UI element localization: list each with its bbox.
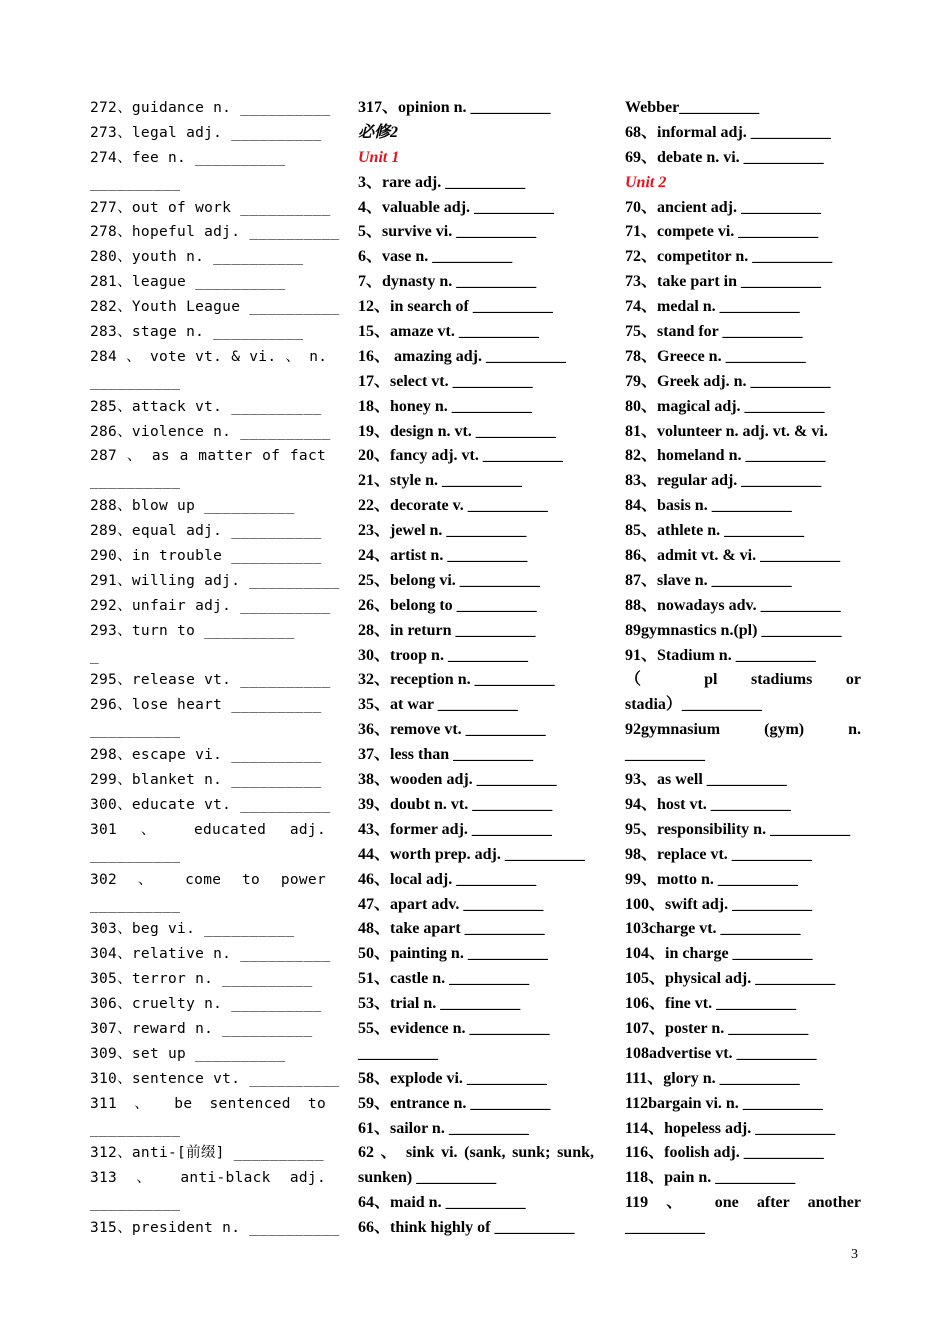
vocab-line: 51、castle n. __________ [358, 970, 530, 988]
vocab-line: 108advertise vt. __________ [625, 1044, 817, 1062]
vocab-line: 105、physical adj. __________ [625, 970, 836, 988]
vocab-line: 281、league __________ [90, 274, 286, 291]
vocab-line: 305、terror n. __________ [90, 971, 313, 988]
vocab-line: 106、fine vt. __________ [625, 995, 797, 1013]
vocab-line: 295、release vt. __________ [90, 672, 331, 689]
vocab-line: 58、explode vi. __________ [358, 1069, 547, 1087]
vocab-line: 313 、 anti-black adj. [90, 1170, 326, 1187]
vocab-line: __________ [625, 1219, 705, 1237]
vocab-line: 272、guidance n. __________ [90, 100, 331, 116]
vocab-line: 25、belong vi. __________ [358, 571, 540, 589]
vocab-line: 15、amaze vt. __________ [358, 323, 539, 341]
vocab-line: 98、replace vt. __________ [625, 845, 812, 863]
vocab-line: 53、trial n. __________ [358, 995, 521, 1013]
vocab-line: 302 、 come to power [90, 871, 326, 888]
vocab-line: 16、 amazing adj. __________ [358, 347, 567, 365]
vocab-line: 107、poster n. __________ [625, 1019, 809, 1037]
vocab-line: 283、stage n. __________ [90, 324, 304, 341]
vocab-line: 298、escape vi. __________ [90, 747, 322, 764]
vocab-line: 71、compete vi. __________ [625, 223, 819, 241]
vocab-line: 44、worth prep. adj. __________ [358, 845, 585, 863]
vocab-line: 315、president n. __________ [90, 1220, 340, 1237]
vocab-line: 292、unfair adj. __________ [90, 597, 331, 614]
vocab-line: 85、athlete n. __________ [625, 522, 805, 540]
vocab-line: 48、take apart __________ [358, 920, 545, 938]
vocab-line: 84、basis n. __________ [625, 497, 792, 515]
vocab-line: 24、artist n. __________ [358, 547, 528, 565]
vocab-line: __________ [90, 896, 181, 913]
vocab-line: 89gymnastics n.(pl) __________ [625, 621, 842, 639]
page-number: 3 [851, 1247, 858, 1262]
vocab-line: 68、informal adj. __________ [625, 123, 831, 141]
vocab-line: 86、admit vt. & vi. __________ [625, 547, 841, 565]
vocab-line: 291、willing adj. __________ [90, 572, 340, 589]
vocab-line: 299、blanket n. __________ [90, 772, 322, 789]
vocab-line: 304、relative n. __________ [90, 946, 331, 963]
vocab-line: 32、reception n. __________ [358, 671, 555, 689]
vocab-line: 288、blow up __________ [90, 498, 295, 515]
vocab-line: 73、take part in __________ [625, 273, 822, 291]
vocab-line: 311 、 be sentenced to [90, 1095, 326, 1112]
vocab-line: 26、belong to __________ [358, 596, 537, 614]
vocab-line: 75、stand for __________ [625, 323, 803, 341]
vocab-line: 277、out of work __________ [90, 199, 331, 216]
vocab-line: 7、dynasty n. __________ [358, 273, 537, 291]
vocab-line: 55、evidence n. __________ [358, 1019, 550, 1037]
section-heading: Unit 1 [358, 148, 400, 166]
vocab-line: 296、lose heart __________ [90, 697, 322, 714]
vocab-line: 303、beg vi. __________ [90, 921, 295, 938]
vocab-line: 79、Greek adj. n. __________ [625, 372, 831, 390]
vocab-line: 94、host vt. __________ [625, 795, 791, 813]
vocab-line: 74、medal n. __________ [625, 298, 800, 316]
vocab-line: 37、less than __________ [358, 746, 534, 764]
vocab-line: 91、Stadium n. __________ [625, 646, 816, 664]
vocab-line: 285、attack vt. __________ [90, 398, 322, 415]
vocab-line: __________ [625, 746, 705, 764]
vocab-line: 28、in return __________ [358, 621, 536, 639]
vocab-line: 38、wooden adj. __________ [358, 771, 557, 789]
vocab-line: 310、sentence vt. __________ [90, 1070, 340, 1087]
column-right [625, 96, 861, 1241]
vocab-line: 278、hopeful adj. __________ [90, 224, 340, 241]
vocab-line: 72、competitor n. __________ [625, 248, 833, 266]
vocab-line: 307、reward n. __________ [90, 1020, 313, 1037]
vocab-line: 47、apart adv. __________ [358, 895, 544, 913]
vocab-line: 289、equal adj. __________ [90, 523, 322, 540]
vocab-line: 284 、 vote vt. & vi. 、 n. [90, 348, 328, 365]
column-left [90, 96, 340, 1241]
vocab-line: 59、entrance n. __________ [358, 1094, 551, 1112]
vocab-line: 61、sailor n. __________ [358, 1119, 529, 1137]
vocab-line: 87、slave n. __________ [625, 571, 792, 589]
vocab-line: 30、troop n. __________ [358, 646, 528, 664]
vocab-line: 78、Greece n. __________ [625, 347, 806, 365]
vocab-line: __________ [90, 1120, 181, 1137]
vocab-line: （ pl stadiums or [625, 671, 861, 689]
vocab-line: 287 、 as a matter of fact [90, 448, 326, 465]
vocab-line: 46、local adj. __________ [358, 870, 537, 888]
vocab-line: 81、volunteer n. adj. vt. & vi. [625, 422, 828, 440]
vocab-line: 92gymnasium (gym) n. [625, 721, 861, 739]
vocab-line: 300、educate vt. __________ [90, 796, 331, 813]
vocab-line: 104、in charge __________ [625, 945, 813, 963]
vocab-line: 306、cruelty n. __________ [90, 996, 322, 1013]
column-middle [358, 96, 594, 1241]
vocab-line: 6、vase n. __________ [358, 248, 513, 266]
vocab-line: __________ [90, 846, 181, 863]
vocab-line: 301 、 educated adj. [90, 821, 326, 838]
vocab-line: 20、fancy adj. vt. __________ [358, 447, 563, 465]
vocab-line: __________ [90, 174, 181, 191]
vocab-line: 100、swift adj. __________ [625, 895, 813, 913]
vocab-line: Webber__________ [625, 99, 760, 116]
vocab-line: 4、valuable adj. __________ [358, 198, 555, 216]
vocab-line: 82、homeland n. __________ [625, 447, 826, 465]
vocab-line: 3、rare adj. __________ [358, 173, 526, 191]
vocab-line: 64、maid n. __________ [358, 1194, 526, 1212]
vocab-line: __________ [358, 1044, 438, 1062]
vocab-line: __________ [90, 373, 181, 390]
vocab-line: 114、hopeless adj. __________ [625, 1119, 836, 1137]
section-heading: Unit 2 [625, 173, 667, 191]
vocab-line: 12、in search of __________ [358, 298, 553, 316]
vocab-line: 103charge vt. __________ [625, 920, 801, 938]
vocab-line: 21、style n. __________ [358, 472, 523, 490]
vocab-line: 88、nowadays adv. __________ [625, 596, 841, 614]
vocab-line: 62 、 sink vi. (sank, sunk; sunk, [358, 1144, 594, 1162]
vocab-line: 119 、 one after another [625, 1194, 861, 1212]
vocab-line: 112bargain vi. n. __________ [625, 1094, 823, 1112]
vocab-line: __________ [90, 1195, 181, 1212]
vocab-line: 23、jewel n. __________ [358, 522, 527, 540]
vocab-line: 282、Youth League __________ [90, 299, 340, 316]
vocab-line: 99、motto n. __________ [625, 870, 798, 888]
vocab-line: 95、responsibility n. __________ [625, 820, 851, 838]
vocab-line: __________ [90, 473, 181, 490]
vocab-line: 36、remove vt. __________ [358, 721, 546, 739]
vocab-line: 43、former adj. __________ [358, 820, 552, 838]
vocab-line: 290、in trouble __________ [90, 548, 322, 565]
vocab-line: 70、ancient adj. __________ [625, 198, 822, 216]
vocab-line: 293、turn to __________ [90, 622, 295, 639]
vocab-line: 274、fee n. __________ [90, 149, 286, 166]
vocab-line: 116、foolish adj. __________ [625, 1144, 824, 1162]
vocab-line: 19、design n. vt. __________ [358, 422, 556, 440]
vocab-line: 18、honey n. __________ [358, 397, 532, 415]
vocab-line: 5、survive vi. __________ [358, 223, 537, 241]
vocab-line: 69、debate n. vi. __________ [625, 148, 824, 166]
vocab-line: 80、magical adj. __________ [625, 397, 825, 415]
vocab-line: _ [90, 647, 100, 664]
vocab-line: 22、decorate v. __________ [358, 497, 548, 515]
vocab-line: 111、glory n. __________ [625, 1069, 800, 1087]
vocab-line: sunken) __________ [358, 1169, 497, 1187]
vocab-line: stadia）__________ [625, 696, 762, 714]
vocab-line: 118、pain n. __________ [625, 1169, 796, 1187]
vocab-line: __________ [90, 722, 181, 739]
vocab-line: 83、regular adj. __________ [625, 472, 822, 490]
vocab-line: 50、painting n. __________ [358, 945, 548, 963]
vocab-line: 17、select vt. __________ [358, 372, 533, 390]
vocab-line: 286、violence n. __________ [90, 423, 331, 440]
vocab-line: 39、doubt n. vt. __________ [358, 795, 553, 813]
vocab-line: 66、think highly of __________ [358, 1219, 575, 1237]
vocab-line: 280、youth n. __________ [90, 249, 304, 266]
vocab-line: 35、at war __________ [358, 696, 518, 714]
vocab-line: 93、as well __________ [625, 771, 787, 789]
vocab-line: 273、legal adj. __________ [90, 124, 322, 141]
section-heading: 必修2 [358, 123, 399, 141]
vocab-line: 317、opinion n. __________ [358, 99, 551, 116]
vocab-line: 309、set up __________ [90, 1045, 286, 1062]
vocab-line: 312、anti-[前缀] __________ [90, 1145, 325, 1162]
